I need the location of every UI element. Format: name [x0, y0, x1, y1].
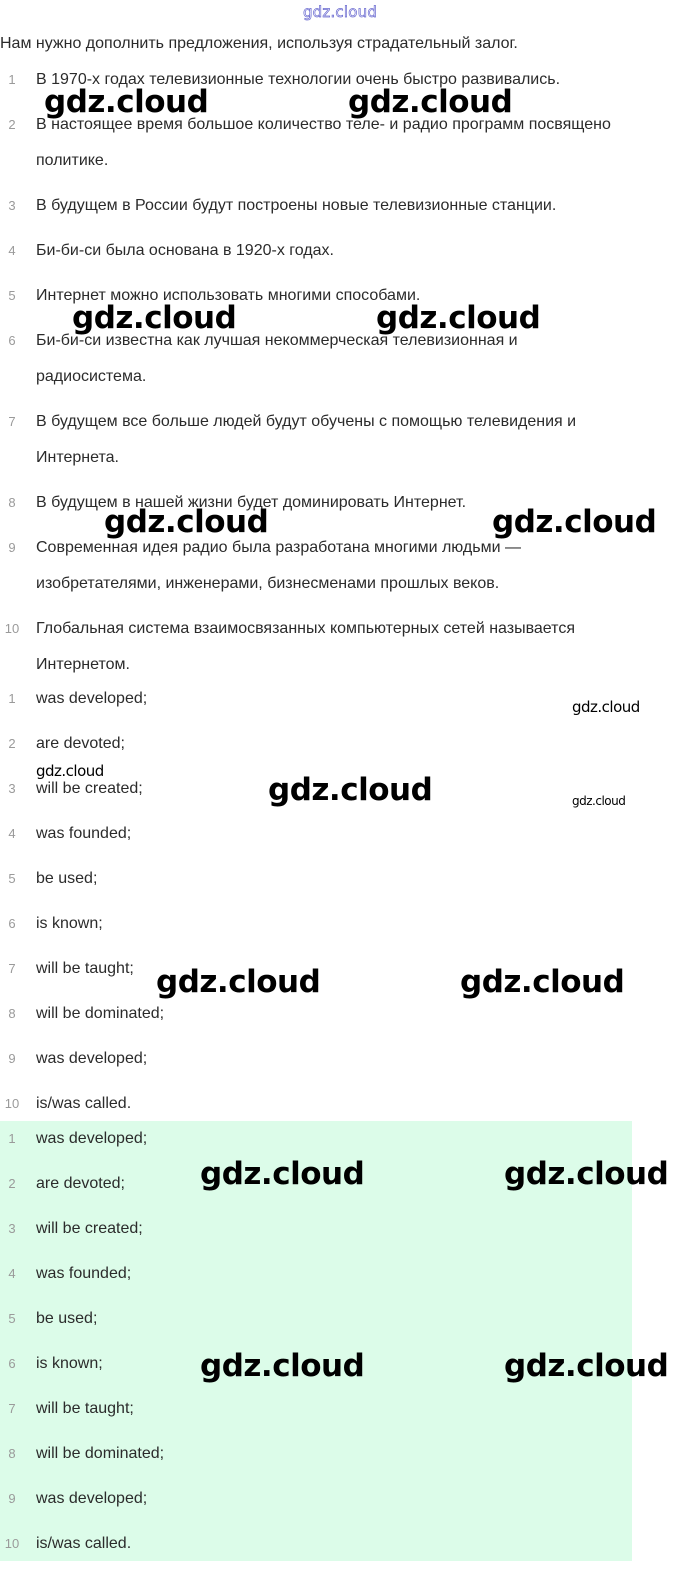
item-text: be used; [36, 1310, 98, 1327]
watermark: gdz.cloud [44, 84, 209, 120]
item-number: 3 [8, 198, 16, 213]
item-text: Интернет можно использовать многими способами. [36, 287, 421, 304]
watermark: gdz.cloud [72, 300, 237, 336]
watermark: gdz.cloud [200, 1156, 365, 1192]
watermark: gdz.cloud [492, 504, 657, 540]
watermark: gdz.cloud [572, 698, 640, 716]
item-number: 2 [8, 736, 16, 751]
item-number: 8 [8, 1446, 16, 1461]
item-text: В 1970-х годах телевизионные технологии очень быстро развивались. [36, 71, 561, 88]
item-number: 5 [8, 871, 16, 886]
item-text: will be created; [36, 780, 143, 797]
watermark: gdz.cloud [504, 1156, 669, 1192]
item-text: will be dominated; [36, 1445, 165, 1462]
item-text: Би-би-си была основана в 1920-х годах. [36, 242, 334, 259]
item-number: 7 [8, 414, 16, 429]
item-text: was developed; [36, 1130, 148, 1147]
item-text: are devoted; [36, 735, 125, 752]
item-number: 7 [8, 961, 16, 976]
item-number: 4 [8, 826, 16, 841]
watermark: gdz.cloud [268, 772, 433, 808]
item-number: 6 [8, 916, 16, 931]
item-text: will be dominated; [36, 1005, 165, 1022]
item-text: was developed; [36, 690, 148, 707]
item-text: В будущем в нашей жизни будет доминировать Интернет. [36, 494, 467, 511]
site-header-logo[interactable]: gdz.cloud [302, 3, 378, 21]
item-number: 3 [8, 781, 16, 796]
item-text: Современная идея радио была разработана многими людьми — изобретателями, инженерами, бизнесменами прошлых веков. [36, 539, 521, 592]
item-text: is/was called. [36, 1535, 132, 1552]
watermark: gdz.cloud [156, 964, 321, 1000]
item-text: В будущем все больше людей будут обучены с помощью телевидения и Интернета. [36, 413, 577, 466]
item-number: 2 [8, 1176, 16, 1191]
item-number: 1 [8, 72, 16, 87]
watermark: gdz.cloud [376, 300, 541, 336]
watermark: gdz.cloud [104, 504, 269, 540]
item-number: 4 [8, 243, 16, 258]
watermark: gdz.cloud [200, 1348, 365, 1384]
item-number: 4 [8, 1266, 16, 1281]
watermark: gdz.cloud [460, 964, 625, 1000]
item-number: 1 [8, 1131, 16, 1146]
item-text: was developed; [36, 1050, 148, 1067]
item-number: 5 [8, 288, 16, 303]
item-text: will be created; [36, 1220, 143, 1237]
watermark: gdz.cloud [572, 794, 626, 808]
item-number: 1 [8, 691, 16, 706]
item-number: 6 [8, 333, 16, 348]
item-text: Би-би-си известна как лучшая некоммерческая телевизионная и радиосистема. [36, 332, 518, 385]
item-text: will be taught; [36, 960, 134, 977]
watermark: gdz.cloud [36, 762, 104, 780]
task-instruction: Нам нужно дополнить предложения, используя страдательный залог. [0, 35, 518, 52]
item-number: 8 [8, 1006, 16, 1021]
item-text: is known; [36, 915, 103, 932]
item-number: 8 [8, 495, 16, 510]
item-text: was developed; [36, 1490, 148, 1507]
item-text: В настоящее время большое количество теле- и радио программ посвящено политике. [36, 116, 611, 169]
item-text: Глобальная система взаимосвязанных компьютерных сетей называется Интернетом. [36, 620, 575, 673]
watermark: gdz.cloud [348, 84, 513, 120]
item-text: was founded; [36, 1265, 132, 1282]
item-number: 2 [8, 117, 16, 132]
item-text: was founded; [36, 825, 132, 842]
item-number: 10 [4, 1536, 20, 1551]
item-number: 7 [8, 1401, 16, 1416]
item-number: 3 [8, 1221, 16, 1236]
item-number: 5 [8, 1311, 16, 1326]
item-text: be used; [36, 870, 98, 887]
item-text: are devoted; [36, 1175, 125, 1192]
item-text: will be taught; [36, 1400, 134, 1417]
item-number: 10 [4, 1096, 20, 1111]
item-number: 9 [8, 1051, 16, 1066]
item-text: is known; [36, 1355, 103, 1372]
item-number: 9 [8, 1491, 16, 1506]
item-text: is/was called. [36, 1095, 132, 1112]
item-number: 6 [8, 1356, 16, 1371]
item-text: В будущем в России будут построены новые телевизионные станции. [36, 197, 557, 214]
watermark: gdz.cloud [504, 1348, 669, 1384]
item-number: 9 [8, 540, 16, 555]
item-number: 10 [4, 621, 20, 636]
